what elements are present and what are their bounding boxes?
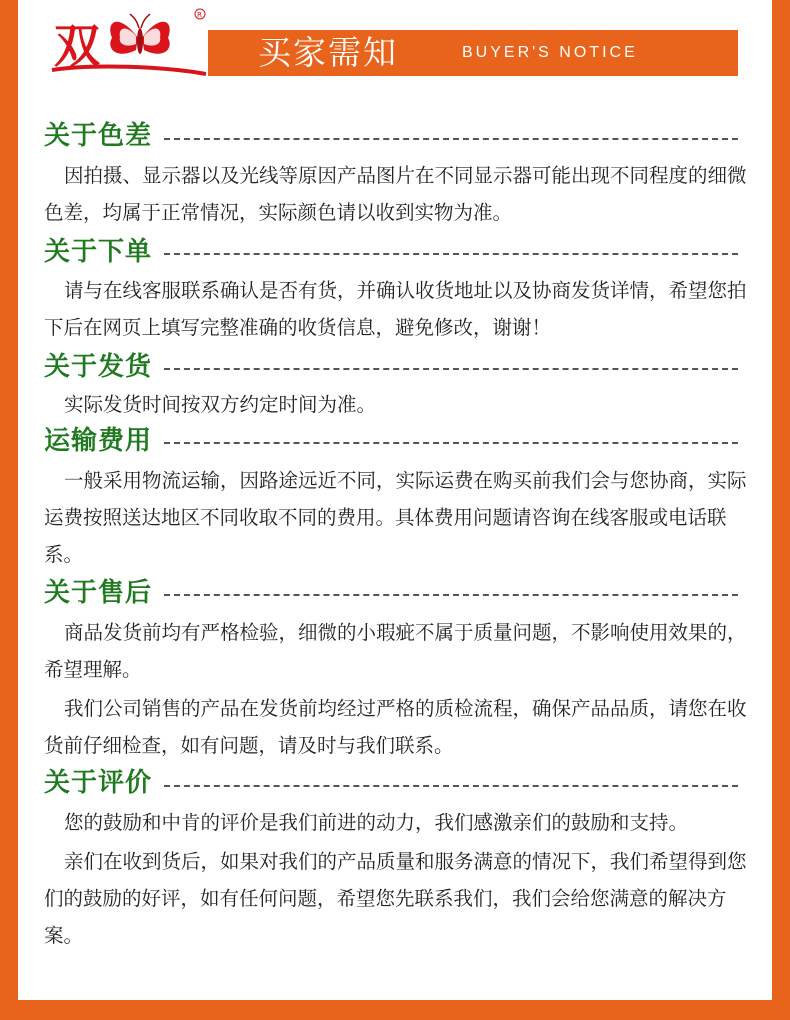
section-divider (164, 368, 738, 370)
section-title: 关于售后 (44, 578, 153, 608)
notice-banner (208, 30, 738, 76)
butterfly-logo-icon (50, 8, 210, 80)
section-paragraph: 一般采用物流运输，因路途远近不同，实际运费在购买前我们会与您协商，实际运费按照送达地区不同收取不同的费用。具体费用问题请咨询在线客服或电话联系。 (44, 469, 747, 566)
section-divider (164, 594, 738, 596)
section-divider (164, 253, 738, 255)
section-paragraph: 实际发货时间按双方约定时间为准。 (64, 393, 377, 416)
banner-subtitle: BUYER'S NOTICE (462, 44, 638, 61)
section-paragraph: 请与在线客服联系确认是否有货，并确认收货地址以及协商发货详情，希望您拍下后在网页上填写完整准确的收货信息，避免修改，谢谢！ (44, 279, 747, 339)
banner-title: 买家需知 (258, 33, 398, 72)
section-title: 关于评价 (44, 768, 153, 798)
section-title: 运输费用 (44, 426, 153, 456)
section-title: 关于下单 (44, 237, 153, 267)
section-paragraph: 我们公司销售的产品在发货前均经过严格的质检流程，确保产品品质，请您在收货前仔细检查，如有问题，请及时与我们联系。 (44, 697, 747, 757)
section-paragraph: 您的鼓励和中肯的评价是我们前进的动力，我们感激亲们的鼓励和支持。 (64, 811, 689, 834)
svg-text:双: 双 (54, 19, 100, 73)
section-divider (164, 785, 738, 787)
brand-logo (50, 8, 210, 80)
section-paragraph: 亲们在收到货后，如果对我们的产品质量和服务满意的情况下，我们希望得到您们的鼓励的好评，如有任何问题，希望您先联系我们，我们会给您满意的解决方案。 (44, 850, 747, 947)
section-paragraph: 因拍摄、显示器以及光线等原因产品图片在不同显示器可能出现不同程度的细微色差，均属于正常情况，实际颜色请以收到实物为准。 (44, 164, 747, 224)
section-title: 关于发货 (44, 352, 153, 382)
notice-panel (18, 0, 772, 1000)
section-divider (164, 442, 738, 444)
svg-text:R: R (197, 11, 202, 19)
section-paragraph: 商品发货前均有严格检验，细微的小瑕疵不属于质量问题，不影响使用效果的，希望理解。 (44, 621, 747, 681)
section-divider (164, 138, 738, 140)
section-title: 关于色差 (44, 121, 153, 151)
